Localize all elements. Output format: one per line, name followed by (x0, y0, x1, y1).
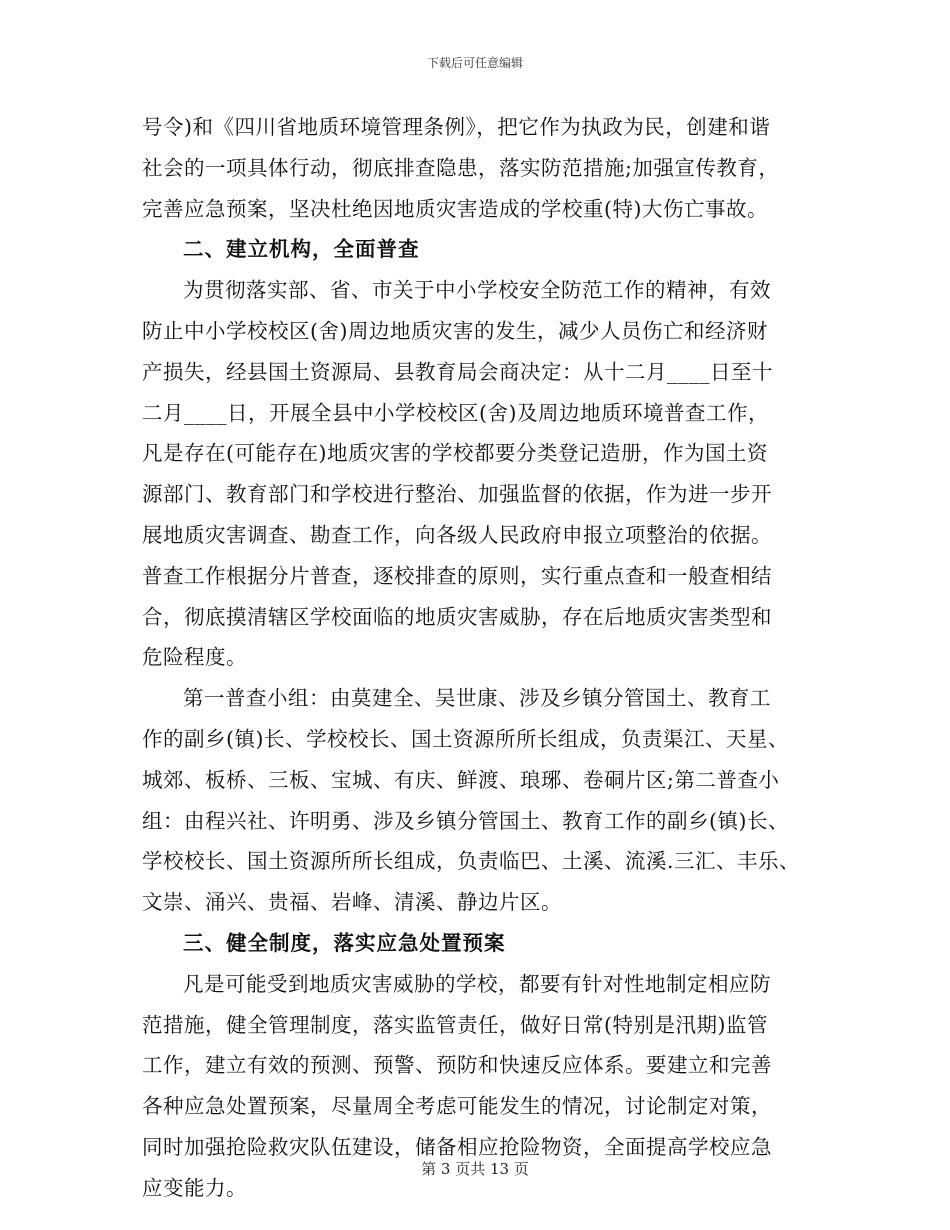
text-line: 凡是可能受到地质灾害威胁的学校，都要有针对性地制定相应防 (183, 971, 771, 996)
text-line: 普查工作根据分片普查，逐校排查的原则，实行重点查和一般查相结 (142, 563, 772, 588)
text-line: 二月____日，开展全县中小学校校区(舍)及周边地质环境普查工作， (142, 400, 769, 425)
text-line: 合，彻底摸清辖区学校面临的地质灾害威胁，存在后地质灾害类型和 (142, 604, 772, 629)
text-line: 凡是存在(可能存在)地质灾害的学校都要分类登记造册，作为国土资 (142, 441, 768, 466)
text-line: 防止中小学校校区(舍)周边地质灾害的发生，减少人员伤亡和经济财 (142, 318, 768, 343)
text-line: 号令)和《四川省地质环境管理条例》，把它作为执政为民，创建和谐 (142, 115, 771, 139)
document-body (142, 107, 822, 1209)
text-line: 社会的一项具体行动，彻底排查隐患，落实防范措施;加强宣传教育， (142, 155, 780, 180)
text-line: 产损失，经县国土资源局、县教育局会商决定：从十二月____日至十 (142, 359, 773, 384)
text-line: 文崇、涌兴、贵福、岩峰、清溪、静边片区。 (142, 890, 562, 915)
section-heading: 二、建立机构，全面普查 (183, 237, 420, 262)
text-line: 城郊、板桥、三板、宝城、有庆、鲜渡、琅琊、卷硐片区;第二普查小 (142, 767, 780, 792)
text-line: 范措施，健全管理制度，落实监管责任，做好日常(特别是汛期)监管 (142, 1012, 768, 1037)
text-line: 危险程度。 (142, 645, 247, 670)
text-line: 展地质灾害调查、勘查工作，向各级人民政府申报立项整治的依据。 (142, 522, 772, 547)
text-line: 同时加强抢险救灾队伍建设，储备相应抢险物资，全面提高学校应急 (142, 1134, 772, 1159)
text-line: 源部门、教育部门和学校进行整治、加强监督的依据，作为进一步开 (142, 482, 772, 507)
text-line: 各种应急处置预案，尽量周全考虑可能发生的情况，讨论制定对策， (142, 1094, 772, 1119)
text-line: 作的副乡(镇)长、学校校长、国土资源所所长组成，负责渠江、天星、 (142, 726, 789, 751)
text-line: 学校校长、国土资源所所长组成，负责临巴、土溪、流溪.三汇、丰乐、 (142, 849, 801, 874)
section-heading: 三、健全制度，落实应急处置预案 (183, 930, 506, 955)
text-line: 组：由程兴社、许明勇、涉及乡镇分管国土、教育工作的副乡(镇)长、 (142, 808, 789, 833)
text-line: 应变能力。 (142, 1175, 247, 1200)
text-line: 为贯彻落实部、省、市关于中小学校安全防范工作的精神，有效 (183, 278, 771, 303)
text-line: 第一普查小组：由莫建全、吴世康、涉及乡镇分管国土、教育工 (183, 686, 771, 711)
page-footer: 第 3 页共 13 页 (421, 1160, 529, 1178)
text-line: 完善应急预案，坚决杜绝因地质灾害造成的学校重(特)大伤亡事故。 (142, 196, 768, 221)
page-header: 下载后可任意编辑 (426, 56, 523, 70)
text-line: 工作，建立有效的预测、预警、预防和快速反应体系。要建立和完善 (142, 1053, 772, 1078)
